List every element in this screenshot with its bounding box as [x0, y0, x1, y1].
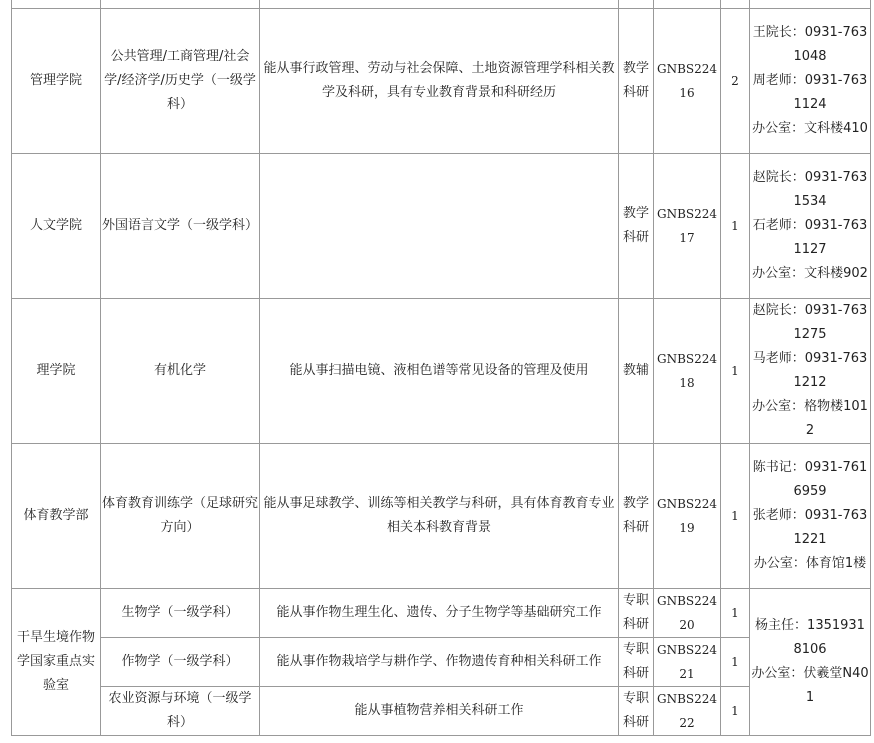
post-code-cell: GNBS22421: [654, 638, 721, 687]
contact-cell: [750, 444, 871, 589]
contact-line: 赵院长：0931-7631534: [752, 170, 868, 209]
contact-line: 陈书记：0931-7616959: [752, 460, 868, 499]
post-type-cell: 教学科研: [619, 154, 654, 299]
dept-cell: 干旱生境作物学国家重点实验室: [12, 589, 101, 736]
major-cell: 有机化学: [101, 299, 260, 444]
contact-line: 王院长：0931-7631048: [752, 25, 868, 64]
post-type-cell: 教学科研: [619, 9, 654, 154]
positions-table: [11, 0, 871, 736]
dept-cell: 人文学院: [12, 154, 101, 299]
contact-line: 石老师：0931-7631127: [752, 218, 868, 257]
requirement-cell: 能从事扫描电镜、液相色谱等常见设备的管理及使用: [260, 299, 619, 444]
table-row: [12, 687, 871, 736]
table-row: [12, 154, 871, 299]
headcount-cell: 1: [721, 154, 750, 299]
contact-line: 办公室：格物楼1012: [752, 399, 868, 438]
table-row: [12, 589, 871, 638]
headcount-cell: 1: [721, 444, 750, 589]
requirement-cell: 能从事作物生理生化、遗传、分子生物学等基础研究工作: [260, 589, 619, 638]
table-row: [12, 638, 871, 687]
contact-line: 张老师：0931-7631221: [752, 508, 868, 547]
table-row: [12, 444, 871, 589]
dept-cell: 管理学院: [12, 9, 101, 154]
major-cell: 生物学（一级学科）: [101, 589, 260, 638]
major-cell: 体育教育训练学（足球研究方向）: [101, 444, 260, 589]
contact-line: 杨主任：13519318106: [755, 618, 865, 657]
contact-line: 办公室：文科楼410: [752, 121, 868, 136]
headcount-cell: 2: [721, 9, 750, 154]
dept-cell: 体育教学部: [12, 444, 101, 589]
headcount-cell: 1: [721, 589, 750, 638]
major-cell: 农业资源与环境（一级学科）: [101, 687, 260, 736]
contact-cell: [750, 9, 871, 154]
post-code-cell: GNBS22420: [654, 589, 721, 638]
contact-line: 办公室：体育馆1楼: [753, 556, 867, 571]
post-type-cell: 教辅: [619, 299, 654, 444]
table-row: [12, 9, 871, 154]
post-type-cell: 专职科研: [619, 589, 654, 638]
headcount-cell: 1: [721, 687, 750, 736]
contact-cell: [750, 154, 871, 299]
contact-line: 马老师：0931-7631212: [752, 351, 868, 390]
post-code-cell: GNBS22417: [654, 154, 721, 299]
contact-line: 办公室：文科楼902: [752, 266, 868, 281]
requirement-cell: 能从事植物营养相关科研工作: [260, 687, 619, 736]
post-code-cell: GNBS22422: [654, 687, 721, 736]
contact-cell: [750, 299, 871, 444]
post-type-cell: 专职科研: [619, 687, 654, 736]
headcount-cell: 1: [721, 638, 750, 687]
post-code-cell: GNBS22416: [654, 9, 721, 154]
table-row-top-partial: [12, 0, 871, 9]
major-cell: 外国语言文学（一级学科）: [101, 154, 260, 299]
requirement-cell: 能从事作物栽培学与耕作学、作物遗传育种相关科研工作: [260, 638, 619, 687]
contact-line: 办公室：伏羲堂N401: [751, 666, 869, 705]
headcount-cell: 1: [721, 299, 750, 444]
requirement-cell: 能从事足球教学、训练等相关教学与科研，具有体育教育专业相关本科教育背景: [260, 444, 619, 589]
post-code-cell: GNBS22418: [654, 299, 721, 444]
requirement-cell: [260, 154, 619, 299]
major-cell: 公共管理/工商管理/社会学/经济学/历史学（一级学科）: [101, 9, 260, 154]
post-code-cell: GNBS22419: [654, 444, 721, 589]
table-row: [12, 299, 871, 444]
contact-line: 赵院长：0931-7631275: [752, 303, 868, 342]
major-cell: 作物学（一级学科）: [101, 638, 260, 687]
dept-cell: 理学院: [12, 299, 101, 444]
post-type-cell: 教学科研: [619, 444, 654, 589]
contact-line: 周老师：0931-7631124: [752, 73, 868, 112]
post-type-cell: 专职科研: [619, 638, 654, 687]
contact-cell: [750, 589, 871, 736]
requirement-cell: 能从事行政管理、劳动与社会保障、土地资源管理学科相关教学及科研，具有专业教育背景和科研经历: [260, 9, 619, 154]
